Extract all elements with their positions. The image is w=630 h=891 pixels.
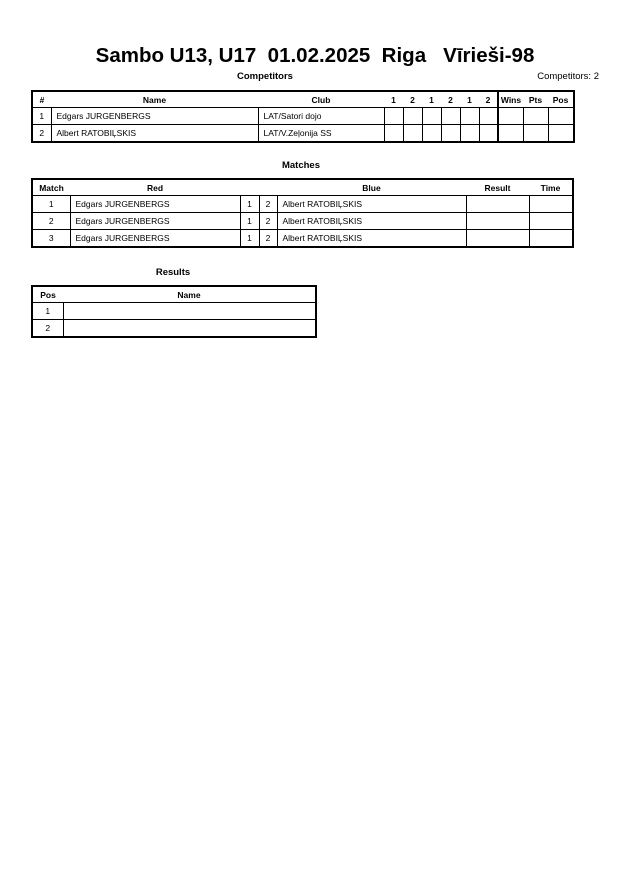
result-cell xyxy=(466,196,529,213)
blue-competitor: Albert RATOBIĻSKIS xyxy=(277,213,466,230)
col-name: Name xyxy=(51,91,258,108)
pos-cell xyxy=(548,125,574,143)
competitors-section-title: Competitors xyxy=(237,71,293,82)
matches-table xyxy=(31,178,574,248)
blue-num: 2 xyxy=(259,213,277,230)
col-match: Match xyxy=(32,179,70,196)
red-competitor: Edgars JURGENBERGS xyxy=(70,230,240,248)
round-cell xyxy=(441,125,460,143)
round-cell xyxy=(479,108,498,125)
match-num: 1 xyxy=(32,196,70,213)
col-blue: Blue xyxy=(277,179,466,196)
match-num: 2 xyxy=(32,213,70,230)
competitor-club: LAT/V.Zeļonija SS xyxy=(258,125,384,143)
col-round: 2 xyxy=(479,91,498,108)
table-row xyxy=(32,303,316,320)
col-round: 2 xyxy=(441,91,460,108)
col-round: 2 xyxy=(403,91,422,108)
competitor-name: Edgars JURGENBERGS xyxy=(51,108,258,125)
col-blue-num xyxy=(259,179,277,196)
col-result: Result xyxy=(466,179,529,196)
competitor-club: LAT/Satori dojo xyxy=(258,108,384,125)
competitors-count: Competitors: 2 xyxy=(537,71,599,82)
table-row xyxy=(32,213,573,230)
col-pts: Pts xyxy=(523,91,548,108)
round-cell xyxy=(403,125,422,143)
blue-num: 2 xyxy=(259,196,277,213)
round-cell xyxy=(422,108,441,125)
round-cell xyxy=(460,125,479,143)
match-num: 3 xyxy=(32,230,70,248)
competitor-num: 1 xyxy=(32,108,51,125)
col-round: 1 xyxy=(460,91,479,108)
time-cell xyxy=(529,213,573,230)
round-cell xyxy=(441,108,460,125)
round-cell xyxy=(384,125,403,143)
round-cell xyxy=(479,125,498,143)
result-name xyxy=(63,320,316,338)
result-pos: 1 xyxy=(32,303,63,320)
round-cell xyxy=(460,108,479,125)
col-red: Red xyxy=(70,179,240,196)
time-cell xyxy=(529,196,573,213)
pos-cell xyxy=(548,108,574,125)
competitors-header-row xyxy=(32,91,574,108)
table-row xyxy=(32,108,574,125)
col-name: Name xyxy=(63,286,316,303)
wins-cell xyxy=(498,108,523,125)
round-cell xyxy=(384,108,403,125)
competitor-num: 2 xyxy=(32,125,51,143)
round-cell xyxy=(422,125,441,143)
pts-cell xyxy=(523,108,548,125)
col-red-num xyxy=(240,179,259,196)
col-pos: Pos xyxy=(548,91,574,108)
col-round: 1 xyxy=(422,91,441,108)
col-club: Club xyxy=(258,91,384,108)
red-num: 1 xyxy=(240,230,259,248)
col-pos: Pos xyxy=(32,286,63,303)
matches-section-title: Matches xyxy=(281,160,320,171)
result-name xyxy=(63,303,316,320)
table-row xyxy=(32,196,573,213)
results-header-row xyxy=(32,286,316,303)
blue-competitor: Albert RATOBIĻSKIS xyxy=(277,196,466,213)
col-time: Time xyxy=(529,179,573,196)
table-row xyxy=(32,320,316,338)
blue-num: 2 xyxy=(259,230,277,248)
table-row xyxy=(32,125,574,143)
red-num: 1 xyxy=(240,213,259,230)
results-table xyxy=(31,285,317,338)
col-wins: Wins xyxy=(498,91,523,108)
blue-competitor: Albert RATOBIĻSKIS xyxy=(277,230,466,248)
competitors-table xyxy=(31,90,575,143)
red-num: 1 xyxy=(240,196,259,213)
table-row xyxy=(32,230,573,248)
result-pos: 2 xyxy=(32,320,63,338)
col-round: 1 xyxy=(384,91,403,108)
pts-cell xyxy=(523,125,548,143)
results-section-title: Results xyxy=(155,267,191,278)
page-title: Sambo U13, U17 01.02.2025 Riga Vīrieši-98 xyxy=(95,44,535,67)
red-competitor: Edgars JURGENBERGS xyxy=(70,213,240,230)
matches-header-row xyxy=(32,179,573,196)
col-num: # xyxy=(32,91,51,108)
wins-cell xyxy=(498,125,523,143)
result-cell xyxy=(466,213,529,230)
time-cell xyxy=(529,230,573,248)
competitor-name: Albert RATOBIĻSKIS xyxy=(51,125,258,143)
result-cell xyxy=(466,230,529,248)
red-competitor: Edgars JURGENBERGS xyxy=(70,196,240,213)
round-cell xyxy=(403,108,422,125)
